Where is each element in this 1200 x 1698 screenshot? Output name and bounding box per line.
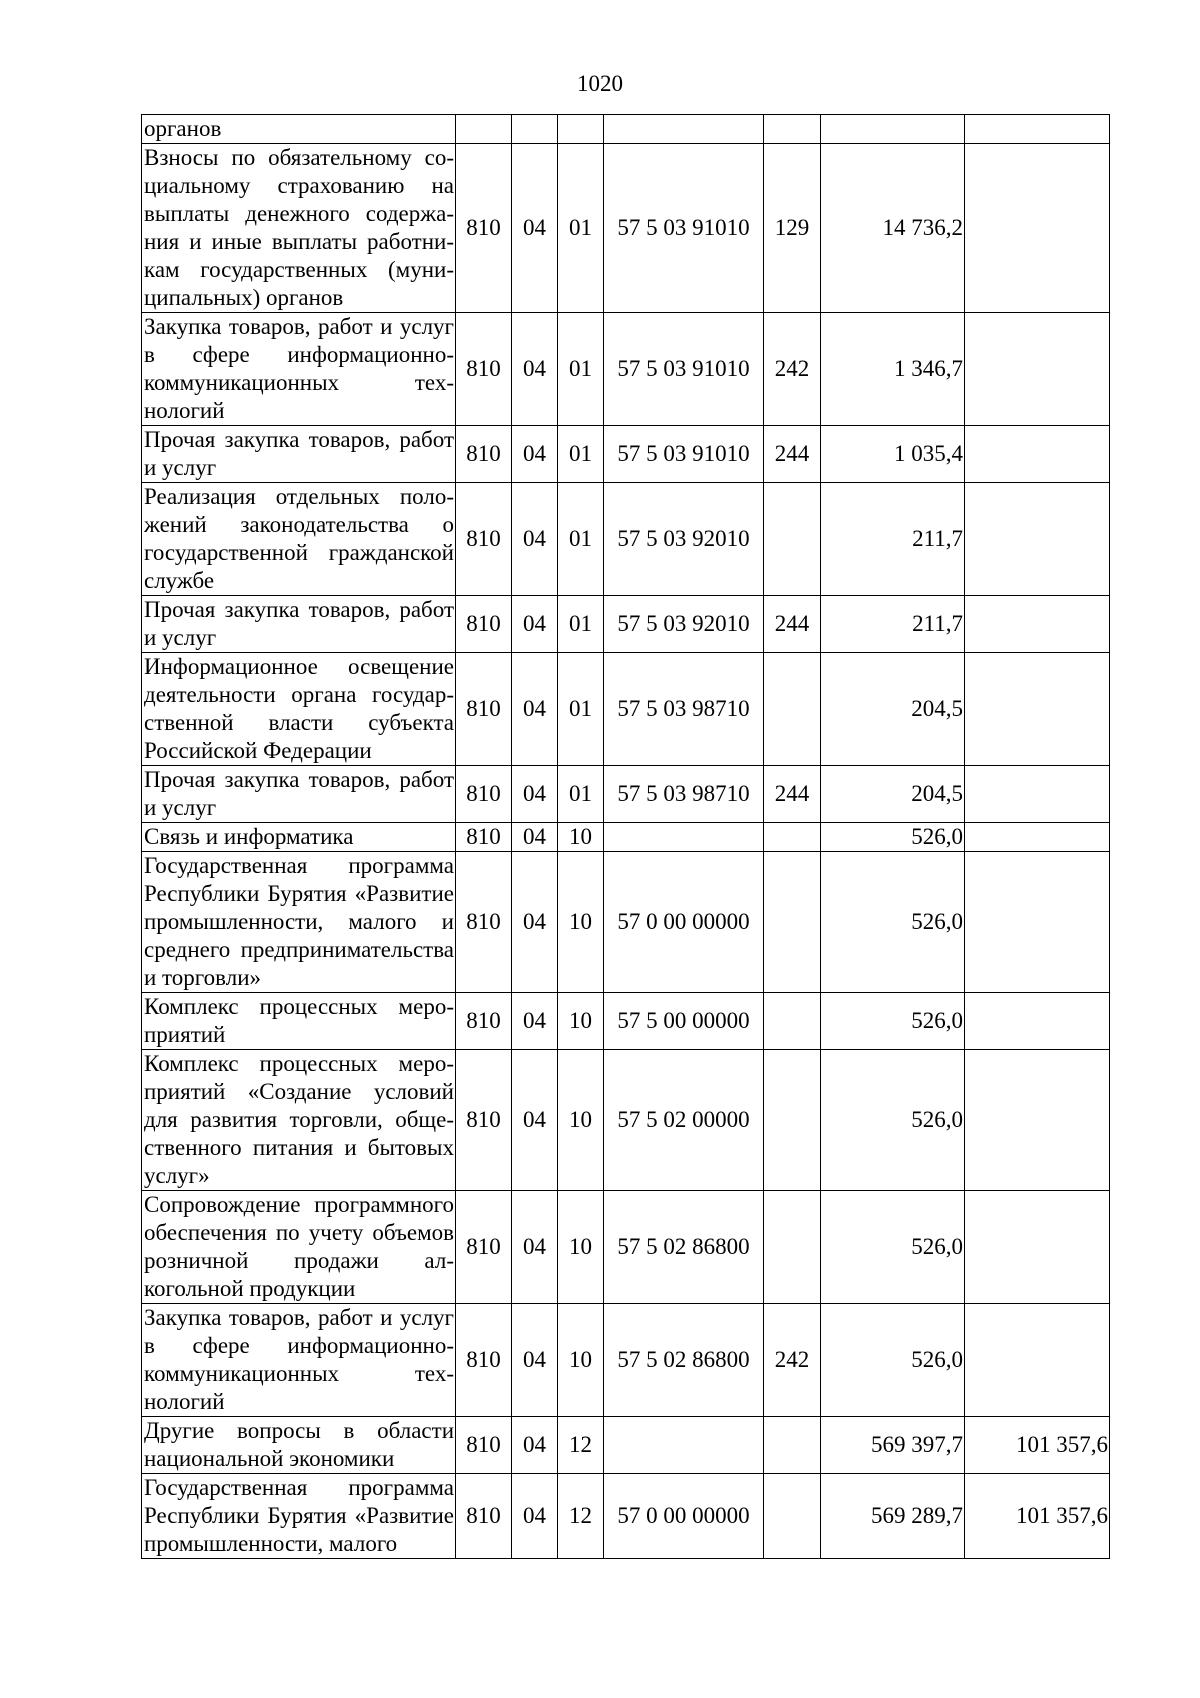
- section-code-cell: 04: [512, 144, 558, 313]
- subsection-code-cell: 10: [558, 823, 604, 852]
- expense-type-cell: 242: [764, 1304, 821, 1417]
- subsection-code-cell: 10: [558, 993, 604, 1050]
- ved-code-cell: [456, 115, 512, 144]
- ved-code-cell: 810: [456, 596, 512, 653]
- expense-type-cell: 244: [764, 426, 821, 483]
- table-row: [142, 1050, 1110, 1191]
- row-name-cell: органов: [142, 115, 456, 144]
- amount-cell: 14 736,2: [821, 144, 965, 313]
- amount-secondary-cell: [965, 596, 1110, 653]
- amount-secondary-cell: [965, 823, 1110, 852]
- ved-code-cell: 810: [456, 144, 512, 313]
- section-code-cell: 04: [512, 426, 558, 483]
- expense-type-cell: [764, 115, 821, 144]
- target-article-cell: [604, 115, 764, 144]
- budget-table-body: [142, 115, 1110, 1559]
- expense-type-cell: [764, 653, 821, 766]
- subsection-code-cell: 01: [558, 483, 604, 596]
- ved-code-cell: 810: [456, 993, 512, 1050]
- subsection-code-cell: 01: [558, 766, 604, 823]
- section-code-cell: 04: [512, 1304, 558, 1417]
- ved-code-cell: 810: [456, 1417, 512, 1474]
- amount-secondary-cell: [965, 653, 1110, 766]
- amount-secondary-cell: [965, 852, 1110, 993]
- table-row: [142, 852, 1110, 993]
- subsection-code-cell: 10: [558, 1050, 604, 1191]
- target-article-cell: 57 5 02 86800: [604, 1191, 764, 1304]
- section-code-cell: [512, 115, 558, 144]
- section-code-cell: 04: [512, 596, 558, 653]
- row-name-cell: Закупка товаров, работ и услуг в сфере информационно-коммуникационных технологий: [142, 1304, 456, 1417]
- expense-type-cell: [764, 1050, 821, 1191]
- table-row: [142, 426, 1110, 483]
- target-article-cell: 57 5 03 91010: [604, 144, 764, 313]
- amount-cell: 526,0: [821, 993, 965, 1050]
- ved-code-cell: 810: [456, 653, 512, 766]
- amount-secondary-cell: [965, 993, 1110, 1050]
- expense-type-cell: [764, 1191, 821, 1304]
- subsection-code-cell: [558, 115, 604, 144]
- subsection-code-cell: 01: [558, 596, 604, 653]
- subsection-code-cell: 12: [558, 1417, 604, 1474]
- table-row: [142, 596, 1110, 653]
- ved-code-cell: 810: [456, 426, 512, 483]
- section-code-cell: 04: [512, 766, 558, 823]
- section-code-cell: 04: [512, 313, 558, 426]
- amount-cell: 211,7: [821, 483, 965, 596]
- row-name-cell: Связь и информатика: [142, 823, 456, 852]
- target-article-cell: [604, 823, 764, 852]
- target-article-cell: 57 5 03 98710: [604, 653, 764, 766]
- target-article-cell: 57 5 03 98710: [604, 766, 764, 823]
- amount-cell: [821, 115, 965, 144]
- amount-secondary-cell: [965, 1304, 1110, 1417]
- amount-secondary-cell: [965, 144, 1110, 313]
- amount-cell: 569 289,7: [821, 1474, 965, 1559]
- table-row: [142, 1474, 1110, 1559]
- expense-type-cell: [764, 1417, 821, 1474]
- row-name-cell: Реализация отдельных положений законодательства о государственной гражданской службе: [142, 483, 456, 596]
- ved-code-cell: 810: [456, 1191, 512, 1304]
- table-row: [142, 483, 1110, 596]
- table-row: [142, 115, 1110, 144]
- row-name-cell: Взносы по обязательному социальному страхованию на выплаты денежного содержания и иные выплаты работникам государственных (муниципальных) органов: [142, 144, 456, 313]
- section-code-cell: 04: [512, 1417, 558, 1474]
- row-name-cell: Закупка товаров, работ и услуг в сфере информационно-коммуникационных технологий: [142, 313, 456, 426]
- row-name-cell: Информационное освещение деятельности органа государственной власти субъекта Российской Федерации: [142, 653, 456, 766]
- section-code-cell: 04: [512, 823, 558, 852]
- amount-secondary-cell: 101 357,6: [965, 1474, 1110, 1559]
- amount-secondary-cell: [965, 483, 1110, 596]
- target-article-cell: 57 0 00 00000: [604, 852, 764, 993]
- row-name-cell: Другие вопросы в области национальной экономики: [142, 1417, 456, 1474]
- amount-cell: 1 035,4: [821, 426, 965, 483]
- ved-code-cell: 810: [456, 823, 512, 852]
- table-row: [142, 653, 1110, 766]
- amount-secondary-cell: 101 357,6: [965, 1417, 1110, 1474]
- row-name-cell: Сопровождение программного обеспечения по учету объемов розничной продажи алкогольной продукции: [142, 1191, 456, 1304]
- subsection-code-cell: 01: [558, 426, 604, 483]
- subsection-code-cell: 10: [558, 852, 604, 993]
- row-name-cell: Прочая закупка товаров, работ и услуг: [142, 766, 456, 823]
- table-row: [142, 1304, 1110, 1417]
- target-article-cell: [604, 1417, 764, 1474]
- ved-code-cell: 810: [456, 483, 512, 596]
- amount-secondary-cell: [965, 426, 1110, 483]
- amount-secondary-cell: [965, 313, 1110, 426]
- section-code-cell: 04: [512, 852, 558, 993]
- table-row: [142, 144, 1110, 313]
- subsection-code-cell: 01: [558, 313, 604, 426]
- expense-type-cell: 244: [764, 596, 821, 653]
- table-row: [142, 823, 1110, 852]
- amount-secondary-cell: [965, 1050, 1110, 1191]
- target-article-cell: 57 5 03 92010: [604, 596, 764, 653]
- row-name-cell: Прочая закупка товаров, работ и услуг: [142, 596, 456, 653]
- subsection-code-cell: 10: [558, 1304, 604, 1417]
- section-code-cell: 04: [512, 653, 558, 766]
- target-article-cell: 57 5 03 92010: [604, 483, 764, 596]
- ved-code-cell: 810: [456, 1304, 512, 1417]
- row-name-cell: Прочая закупка товаров, работ и услуг: [142, 426, 456, 483]
- expense-type-cell: [764, 852, 821, 993]
- expense-type-cell: 244: [764, 766, 821, 823]
- expense-type-cell: [764, 823, 821, 852]
- amount-cell: 526,0: [821, 1050, 965, 1191]
- expense-type-cell: 242: [764, 313, 821, 426]
- target-article-cell: 57 5 03 91010: [604, 313, 764, 426]
- section-code-cell: 04: [512, 483, 558, 596]
- ved-code-cell: 810: [456, 1474, 512, 1559]
- expense-type-cell: [764, 483, 821, 596]
- amount-secondary-cell: [965, 766, 1110, 823]
- amount-cell: 569 397,7: [821, 1417, 965, 1474]
- table-row: [142, 993, 1110, 1050]
- target-article-cell: 57 5 02 86800: [604, 1304, 764, 1417]
- ved-code-cell: 810: [456, 313, 512, 426]
- amount-cell: 204,5: [821, 653, 965, 766]
- page-number: 1020: [577, 71, 623, 96]
- row-name-cell: Государственная программа Республики Бурятия «Развитие промышленности, малого и среднего предпринимательства и торговли»: [142, 852, 456, 993]
- section-code-cell: 04: [512, 993, 558, 1050]
- ved-code-cell: 810: [456, 852, 512, 993]
- section-code-cell: 04: [512, 1050, 558, 1191]
- subsection-code-cell: 12: [558, 1474, 604, 1559]
- table-row: [142, 313, 1110, 426]
- amount-secondary-cell: [965, 115, 1110, 144]
- expense-type-cell: [764, 993, 821, 1050]
- subsection-code-cell: 10: [558, 1191, 604, 1304]
- budget-table: [141, 114, 1110, 1559]
- amount-secondary-cell: [965, 1191, 1110, 1304]
- amount-cell: 1 346,7: [821, 313, 965, 426]
- expense-type-cell: 129: [764, 144, 821, 313]
- amount-cell: 526,0: [821, 1304, 965, 1417]
- table-row: [142, 766, 1110, 823]
- row-name-cell: Комплекс процессных мероприятий «Создание условий для развития торговли, общественного питания и бытовых услуг»: [142, 1050, 456, 1191]
- amount-cell: 526,0: [821, 823, 965, 852]
- section-code-cell: 04: [512, 1474, 558, 1559]
- ved-code-cell: 810: [456, 1050, 512, 1191]
- expense-type-cell: [764, 1474, 821, 1559]
- target-article-cell: 57 5 03 91010: [604, 426, 764, 483]
- amount-cell: 211,7: [821, 596, 965, 653]
- row-name-cell: Комплекс процессных мероприятий: [142, 993, 456, 1050]
- subsection-code-cell: 01: [558, 144, 604, 313]
- amount-cell: 526,0: [821, 852, 965, 993]
- amount-cell: 204,5: [821, 766, 965, 823]
- target-article-cell: 57 5 02 00000: [604, 1050, 764, 1191]
- section-code-cell: 04: [512, 1191, 558, 1304]
- row-name-cell: Государственная программа Республики Бурятия «Развитие промышленности, малого: [142, 1474, 456, 1559]
- table-row: [142, 1191, 1110, 1304]
- table-row: [142, 1417, 1110, 1474]
- ved-code-cell: 810: [456, 766, 512, 823]
- amount-cell: 526,0: [821, 1191, 965, 1304]
- target-article-cell: 57 5 00 00000: [604, 993, 764, 1050]
- target-article-cell: 57 0 00 00000: [604, 1474, 764, 1559]
- subsection-code-cell: 01: [558, 653, 604, 766]
